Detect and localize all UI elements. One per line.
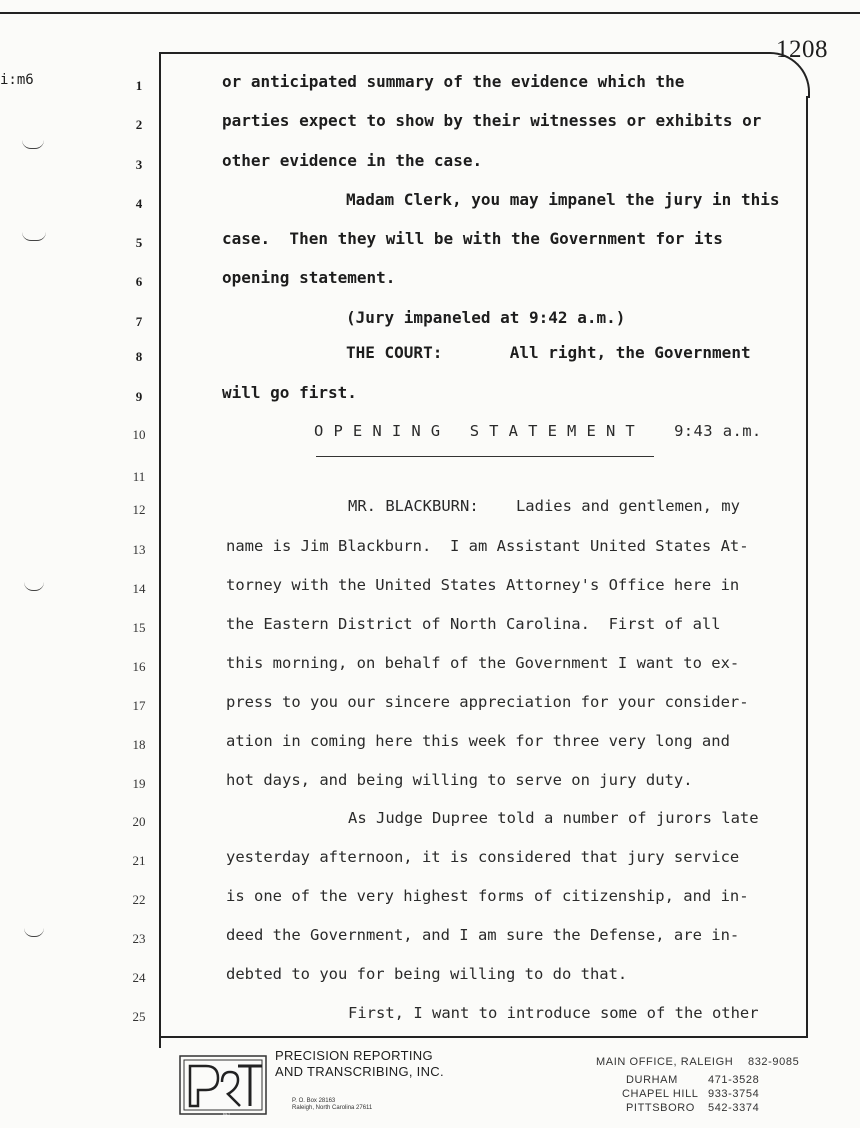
transcript-line: (Jury impaneled at 9:42 a.m.) — [346, 308, 626, 327]
transcript-line: other evidence in the case. — [222, 151, 483, 170]
line-number: 11 — [132, 469, 146, 484]
page-number: 1208 — [776, 36, 828, 63]
office-name: CHAPEL HILL — [622, 1088, 699, 1100]
office-phone: 933-3754 — [708, 1088, 760, 1100]
line-number: 9 — [135, 389, 143, 404]
line-number: 4 — [135, 196, 143, 211]
line-number: 16 — [132, 659, 146, 674]
office-phone: 542-3374 — [708, 1102, 760, 1114]
page-frame-bottom — [159, 1036, 808, 1038]
page-frame-right — [806, 96, 808, 1036]
firm-address-block — [292, 1098, 372, 1112]
transcript-line: MR. BLACKBURN: Ladies and gentlemen, my — [348, 497, 740, 515]
line-number: 25 — [132, 1009, 146, 1024]
transcript-line: debted to you for being willing to do that. — [226, 965, 628, 983]
transcript-line: yesterday afternoon, it is considered that jury service — [226, 848, 740, 866]
firm-address: Raleigh, North Carolina 27611 — [292, 1105, 373, 1111]
transcript-line: this morning, on behalf of the Government I want to ex- — [226, 654, 740, 672]
line-number: 7 — [135, 314, 143, 329]
line-number: 10 — [132, 427, 146, 442]
heading-underline — [316, 456, 654, 457]
transcript-line: the Eastern District of North Carolina. First of all — [226, 615, 721, 633]
firm-name: PRECISION REPORTING — [275, 1048, 433, 1063]
line-number: 1 — [135, 78, 143, 93]
margin-mark — [24, 582, 44, 591]
transcript-line: ation in coming here this week for three very long and — [226, 732, 730, 750]
transcript-line: hot days, and being willing to serve on jury duty. — [226, 771, 693, 789]
transcript-line: Madam Clerk, you may impanel the jury in this — [346, 190, 780, 209]
transcript-line: parties expect to show by their witnesses or exhibits or — [222, 111, 762, 130]
page-footer — [0, 1040, 860, 1128]
transcript-line: As Judge Dupree told a number of jurors late — [348, 809, 759, 827]
line-number: 12 — [132, 502, 146, 517]
office-name: PITTSBORO — [626, 1102, 695, 1114]
corner-id: i:m6 — [0, 72, 34, 88]
transcript-line: case. Then they will be with the Government for its — [222, 229, 723, 248]
transcript-line: torney with the United States Attorney's Office here in — [226, 576, 740, 594]
line-number: 3 — [135, 157, 143, 172]
office-name: MAIN OFFICE, RALEIGH — [596, 1056, 734, 1068]
line-number: 18 — [132, 737, 146, 752]
line-number: 5 — [135, 235, 143, 250]
transcript-line: opening statement. — [222, 268, 396, 287]
line-number: 14 — [132, 581, 146, 596]
transcript-line: or anticipated summary of the evidence which the — [222, 72, 685, 91]
line-number: 13 — [132, 542, 146, 557]
line-number: 6 — [135, 274, 143, 289]
page-frame-left — [159, 52, 161, 1048]
line-number: 24 — [132, 970, 146, 985]
transcript-line: First, I want to introduce some of the other — [348, 1004, 759, 1022]
transcript-line: THE COURT: All right, the Government — [346, 343, 751, 362]
line-number: 22 — [132, 892, 146, 907]
line-number: 20 — [132, 814, 146, 829]
margin-mark — [22, 140, 44, 149]
transcript-line: deed the Government, and I am sure the Defense, are in- — [226, 926, 740, 944]
firm-logo-icon — [178, 1052, 268, 1118]
transcript-line: name is Jim Blackburn. I am Assistant United States At- — [226, 537, 749, 555]
transcript-line: press to you our sincere appreciation for your consider- — [226, 693, 749, 711]
office-phone: 832-9085 — [748, 1056, 800, 1068]
line-number: 23 — [132, 931, 146, 946]
firm-po-box: P. O. Box 28163 — [292, 1098, 336, 1104]
line-number: 19 — [132, 776, 146, 791]
line-number: 17 — [132, 698, 146, 713]
line-number: 2 — [135, 117, 143, 132]
line-number: 21 — [132, 853, 146, 868]
section-heading: O P E N I N G S T A T E M E N T 9:43 a.m. — [314, 422, 762, 440]
transcript-line: will go first. — [222, 383, 357, 402]
line-number: 15 — [132, 620, 146, 635]
line-number: 8 — [135, 349, 143, 364]
page-frame-top — [159, 52, 765, 54]
office-name: DURHAM — [626, 1074, 678, 1086]
margin-mark — [24, 928, 44, 937]
office-phone: 471-3528 — [708, 1074, 760, 1086]
margin-mark — [22, 232, 46, 241]
svg-text:P&T: P&T — [223, 1112, 231, 1117]
firm-name-line-2: AND TRANSCRIBING, INC. — [275, 1064, 444, 1079]
top-edge-rule — [0, 12, 860, 14]
transcript-line: is one of the very highest forms of citizenship, and in- — [226, 887, 749, 905]
